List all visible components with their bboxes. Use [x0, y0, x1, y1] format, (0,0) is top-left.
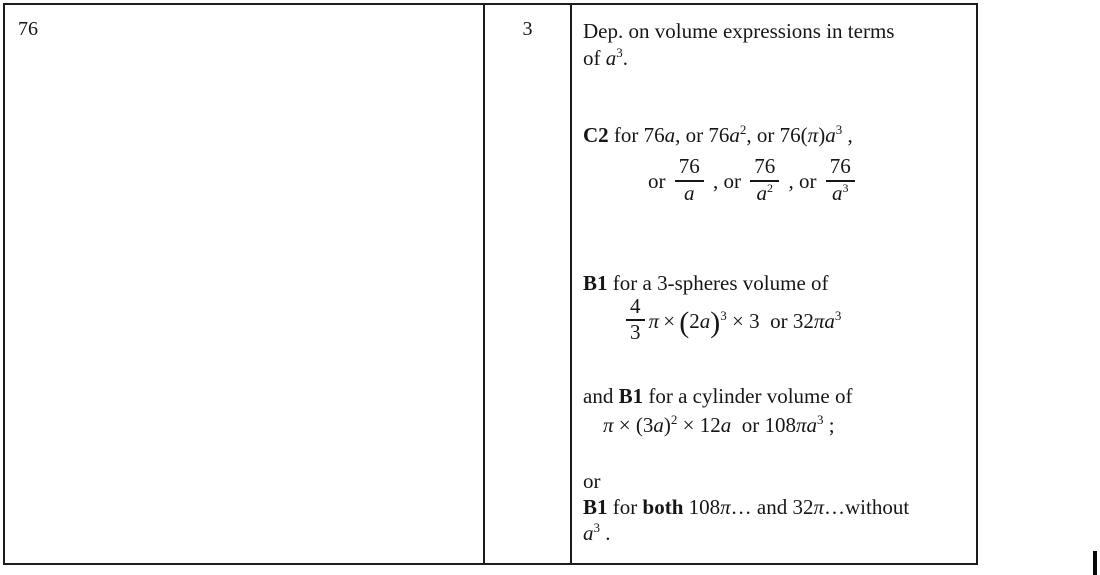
c2-criterion-line: C2 for 76a, or $76a^2$, or $76(\pi)a^3$ , — [583, 122, 853, 147]
c2-fraction-alternatives: or $\frac{76}{a}$ , or $\frac{76}{a^2}$ , or $\frac{76}{a^3}$ — [583, 159, 968, 208]
b1-spheres-formula: $\frac{4}{3}$ $\pi \times (2a)^3 \times 3$ or $32\pi a^3$ — [583, 299, 968, 348]
dependency-note: Dep. on volume expressions in terms of $a^3$. — [583, 19, 895, 70]
mark-scheme-table — [3, 3, 978, 565]
or-alternative-label: or — [583, 469, 601, 494]
b1-spheres-label: B1 for a 3-spheres volume of — [583, 270, 829, 295]
question-number-cell — [5, 5, 485, 563]
marks-value: 3 — [522, 18, 533, 40]
b1-cylinder-label: and B1 for a cylinder volume of — [583, 384, 853, 409]
text-cursor — [1093, 551, 1097, 575]
b1-both-line: B1 for both 108π… and 32π…without $a^3$ . — [583, 495, 910, 546]
question-number: 76 — [18, 18, 38, 40]
marks-cell — [485, 5, 572, 563]
b1-cylinder-formula: $\pi \times (3a)^2 \times 12a$ or $108\pi a^3$ ; — [603, 412, 835, 438]
guidance-cell — [572, 5, 976, 563]
